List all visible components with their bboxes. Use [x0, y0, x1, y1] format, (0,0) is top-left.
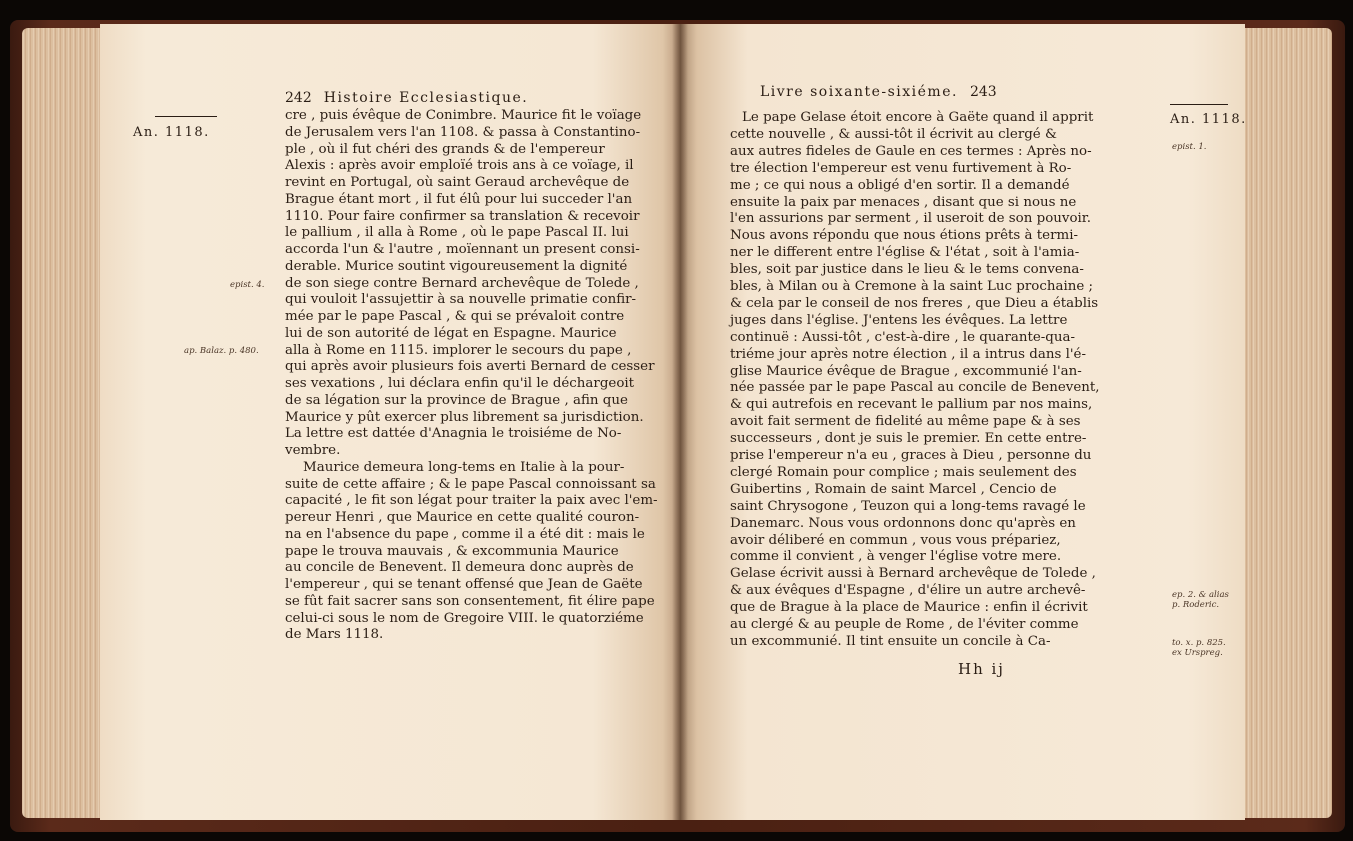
text-line: au clergé & au peuple de Rome , de l'éviter comme	[730, 617, 1079, 632]
text-line: de Jerusalem vers l'an 1108. & passa à Constantino-	[285, 124, 641, 140]
text-line: cette nouvelle , & aussi-tôt il écrivit au clergé &	[730, 126, 1057, 142]
text-line: lui de son autorité de légat en Espagne. Maurice	[285, 325, 617, 341]
text-line: prise l'empereur n'a eu , graces à Dieu , personne du	[730, 448, 1092, 463]
text-line: saint Chrysogone , Teuzon qui a long-tems ravagé le	[730, 498, 1086, 514]
text-line: juges dans l'église. J'entens les évêques. La lettre	[730, 312, 1068, 328]
text-line: comme il convient , à venger l'église votre mere.	[730, 549, 1062, 565]
text-line: accorda l'un & l'autre , moïennant un present consi-	[285, 242, 640, 257]
text-line: de sa légation sur la province de Brague , afin que	[285, 392, 628, 408]
text-line: celui-ci sous le nom de Gregoire VIII. le quatorziéme	[285, 610, 644, 626]
left-page	[100, 24, 680, 820]
text-line: ensuite la paix par menaces , disant que si nous ne	[730, 194, 1077, 210]
text-line: Maurice demeura long-tems en Italie à la pour-	[303, 459, 625, 475]
text-line: Nous avons répondu que nous étions prêts à termi-	[730, 228, 1079, 244]
text-line: bles, à Milan ou à Cremone à la saint Luc prochaine ;	[730, 279, 1094, 294]
text-line: continuë : Aussi-tôt , c'est-à-dire , le quarante-qua-	[730, 329, 1076, 345]
text-line: se fût fait sacrer sans son consentement, fit élire pape	[285, 593, 655, 609]
text-line: Maurice y pût exercer plus librement sa jurisdiction.	[285, 409, 644, 425]
text-line: pereur Henri , que Maurice en cette qualité couron-	[285, 510, 640, 525]
text-line: successeurs , dont je suis le premier. En cette entre-	[730, 431, 1087, 447]
text-line: pape le trouva mauvais , & excommunia Maurice	[285, 543, 619, 559]
text-line: née passée par le pape Pascal au concile de Benevent,	[730, 380, 1100, 396]
text-line: qui vouloit l'assujettir à sa nouvelle primatie confir-	[285, 292, 637, 308]
text-line: alla à Rome en 1115. implorer le secours du pape ,	[285, 342, 632, 358]
text-line: Danemarc. Nous vous ordonnons donc qu'après en	[730, 515, 1076, 531]
text-line: ner le different entre l'église & l'état , soit à l'amia-	[730, 245, 1080, 261]
text-line: na en l'absence du pape , comme il a été dit : mais le	[285, 526, 645, 542]
text-line: & aux évêques d'Espagne , d'élire un autre archevê-	[730, 583, 1086, 599]
right-page	[680, 24, 1245, 820]
text-line: un excommunié. Il tint ensuite un concile à Ca-	[730, 633, 1051, 649]
text-line: triéme jour après notre élection , il a intrus dans l'é-	[730, 346, 1086, 362]
text-line: qui après avoir plusieurs fois averti Bernard de cesser	[285, 359, 655, 375]
text-line: au concile de Benevent. Il demeura donc auprès de	[285, 560, 634, 576]
text-line: de son siege contre Bernard archevêque de Tolede ,	[285, 275, 639, 291]
text-line: capacité , le fit son légat pour traiter la paix avec l'em-	[285, 493, 658, 509]
text-line: de Mars 1118.	[285, 627, 384, 643]
text-line: 1110. Pour faire confirmer sa translation & recevoir	[285, 208, 640, 224]
text-line: & cela par le conseil de nos freres , que Dieu a établis	[730, 295, 1099, 311]
text-line: me ; ce qui nous a obligé d'en sortir. Il a demandé	[730, 177, 1070, 193]
text-line: glise Maurice évêque de Brague , excommunié l'an-	[730, 363, 1082, 379]
left-running-title: Histoire Ecclesiastique.	[323, 90, 529, 106]
text-line: suite de cette affaire ; & le pape Pascal connoissant sa	[285, 476, 656, 492]
right-running-head	[760, 84, 997, 100]
left-page-number: 242	[285, 90, 312, 106]
text-line: La lettre est dattée d'Anagnia le troisiéme de No-	[285, 426, 622, 442]
text-line: ses vexations , lui déclara enfin qu'il le déchargeoit	[285, 376, 635, 391]
text-line: cre , puis évêque de Conimbre. Maurice fit le voïage	[285, 108, 642, 123]
text-line: derable. Murice soutint vigoureusement la dignité	[285, 258, 628, 274]
text-line: & qui autrefois en recevant le pallium par nos mains,	[730, 397, 1093, 413]
right-year-marker: An. 1118.	[1170, 112, 1247, 127]
text-line: tre élection l'empereur est venu furtivement à Ro-	[730, 160, 1072, 176]
text-line: ple , où il fut chéri des grands & de l'empereur	[285, 141, 605, 157]
left-margin-note: ap. Balaz. p. 480.	[184, 346, 259, 356]
text-line: revint en Portugal, où saint Geraud archevêque de	[285, 175, 630, 190]
left-year-rule	[155, 116, 217, 117]
right-margin-note: epist. 1.	[1172, 142, 1207, 152]
text-line: que de Brague à la place de Maurice : enfin il écrivit	[730, 600, 1088, 616]
left-page-edges	[22, 28, 110, 818]
left-margin-note: epist. 4.	[230, 280, 265, 290]
text-line: mée par le pape Pascal , & qui se prévaloit contre	[285, 309, 625, 324]
text-line: Alexis : après avoir emploïé trois ans à ce voïage, il	[285, 158, 634, 174]
book-gutter	[672, 24, 688, 820]
right-page-number: 243	[969, 84, 997, 100]
left-running-head	[285, 90, 528, 106]
right-year-rule	[1170, 104, 1228, 105]
left-year-marker: An. 1118.	[133, 125, 210, 140]
text-line: l'empereur , qui se tenant offensé que Jean de Gaëte	[285, 577, 643, 592]
text-line: avoir déliberé en commun , vous vous prépariez,	[730, 532, 1061, 548]
text-line: Le pape Gelase étoit encore à Gaëte quand il apprit	[742, 110, 1094, 125]
right-margin-note: to. x. p. 825. ex Urspreg.	[1172, 638, 1226, 658]
right-margin-note: ep. 2. & alias p. Roderic.	[1172, 590, 1229, 610]
signature-mark: Hh ij	[958, 660, 1005, 678]
text-line: bles, soit par justice dans le lieu & le tems convena-	[730, 262, 1084, 278]
text-line: l'en assurions par serment , il useroit de son pouvoir.	[730, 211, 1091, 227]
right-page-edges	[1240, 28, 1332, 818]
text-line: vembre.	[285, 443, 341, 458]
text-line: Brague étant mort , il fut élû pour lui succeder l'an	[285, 191, 633, 207]
text-line: Guibertins , Romain de saint Marcel , Cencio de	[730, 481, 1057, 497]
text-line: aux autres fideles de Gaule en ces termes : Après no-	[730, 143, 1092, 159]
text-line: le pallium , il alla à Rome , où le pape Pascal II. lui	[285, 225, 629, 241]
right-running-title: Livre soixante-sixiéme.	[760, 84, 958, 100]
text-line: avoit fait serment de fidelité au même pape & à ses	[730, 414, 1081, 430]
text-line: clergé Romain pour complice ; mais seulement des	[730, 464, 1077, 480]
text-line: Gelase écrivit aussi à Bernard archevêque de Tolede ,	[730, 566, 1096, 582]
